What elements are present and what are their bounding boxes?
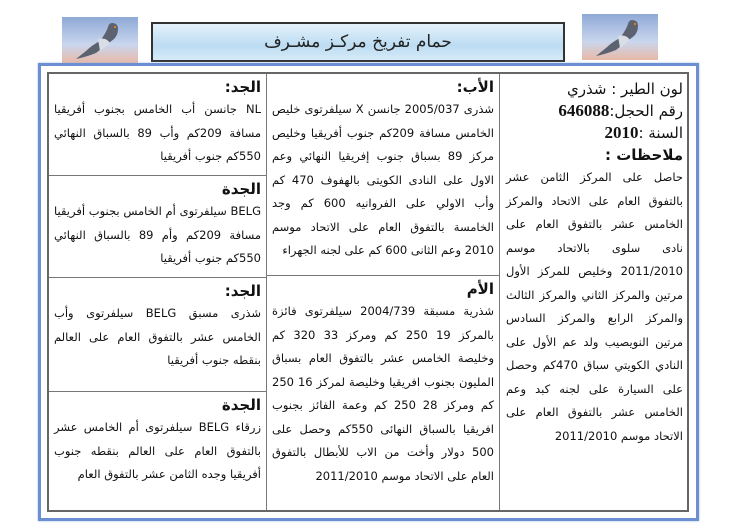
grandparents-column (49, 74, 266, 510)
bird-color-label: لون الطير : (611, 80, 683, 98)
maternal-grandfather-text: شذرى مسبق BELG سيلفرتوى وأب الخامس عشر بالتفوق العام على العالم بنقطه جنوب أفريقيا (54, 306, 261, 367)
maternal-grandmother-text: زرقاء BELG سيلفرتوى أم الخامس عشر بالتفوق العام على العالم بنقطه جنوب أفريقيا وجده الثامن عشر بالتفوق العام (54, 420, 261, 481)
paternal-grandmother-title: الجدة (221, 180, 261, 198)
parents-column (266, 74, 499, 510)
pedigree-table (47, 72, 689, 512)
mother-text: شذرية مسبقة 2004/739 سيلفرتوى فائزة بالمركز 19 250 كم ومركز 33 320 كم وخليصة الخامس عشر بالتفوق العام بسباق المليون بجنوب افريقيا وخليصة لمركز 16 250 كم ومركز 28 250 كم وعمة الفائز بجنوب افريقيا بالسباق النهائى 550كم وحصل على 500 دولار وأخت من الاب للأبطال بالتفوق العام على الاتحاد موسم 2011/2010 (272, 304, 495, 483)
ring-number-row (506, 100, 683, 122)
paternal-grandfather-cell (49, 74, 266, 176)
father-title: الأب: (456, 78, 494, 96)
mother-title: الأم (466, 280, 494, 298)
ring-number-label: رقم الحجل: (609, 102, 683, 120)
year-label: السنة : (638, 124, 683, 142)
year-value: 2010 (604, 123, 639, 142)
maternal-grandfather-cell (49, 278, 266, 392)
ring-number-value: 646088 (558, 101, 610, 120)
bird-color-row (506, 78, 683, 100)
maternal-grandmother-title: الجدة (221, 396, 261, 414)
mother-cell (267, 276, 499, 510)
father-text: شذرى 2005/037 جانسن X سيلفرتوى خليص الخامس مسافة 209كم جنوب أفريقيا وخليص مركز 89 بسباق جنوب إفريقيا النهائي وعم الاول على النادى الكويتى بالهفوف 470 كم وأب الاولي على الفروانيه 600 كم وجد الخامسة بالتفوق العام على الاتحاد موسم 2010 وعم الثانى 600 كم على لجنه الجهراء (272, 102, 495, 257)
pedigree-frame (38, 63, 699, 521)
paternal-grandmother-cell (49, 176, 266, 278)
pigeon-photo-left (62, 17, 138, 63)
notes-text: حاصل على المركز الثامن عشر بالتفوق العام على الاتحاد والمركز الخامس عشر بالتفوق العام على نادى سلوى بالاتحاد موسم 2011/2010 وخليص للمركز الأول مرتين والمركز الثاني والمركز الثالث والمركز الرابع والمركز السادس مرتين النويصيب ولد عم الأول على النادي الكويتي سباق 470كم وحصل على السيارة على لجنه كبد وعم الخامس عشر بالتفوق العام على الاتحاد موسم 2011/2010 (506, 170, 683, 443)
year-row (506, 122, 683, 144)
bird-color-value: شذري (567, 80, 607, 98)
paternal-grandfather-text: NL جانسن أب الخامس بجنوب أفريقيا مسافة 209كم وأب 89 بالسباق النهائي 550كم جنوب أفريقيا (54, 102, 262, 163)
page-banner-title: حمام تفريخ مركـز مشـرف (151, 22, 565, 62)
maternal-grandfather-title: الجد: (224, 282, 261, 300)
paternal-grandmother-text: BELG سيلفرتوى أم الخامس بجنوب أفريقيا مسافة 209كم وأم 89 بالسباق النهائي 550كم جنوب أفريقيا (54, 204, 262, 265)
bird-info-column (499, 74, 687, 510)
notes-label: ملاحظات : (604, 146, 683, 164)
pigeon-photo-right (582, 14, 658, 60)
maternal-grandmother-cell (49, 392, 266, 510)
father-cell (267, 74, 499, 276)
paternal-grandfather-title: الجد: (224, 78, 261, 96)
